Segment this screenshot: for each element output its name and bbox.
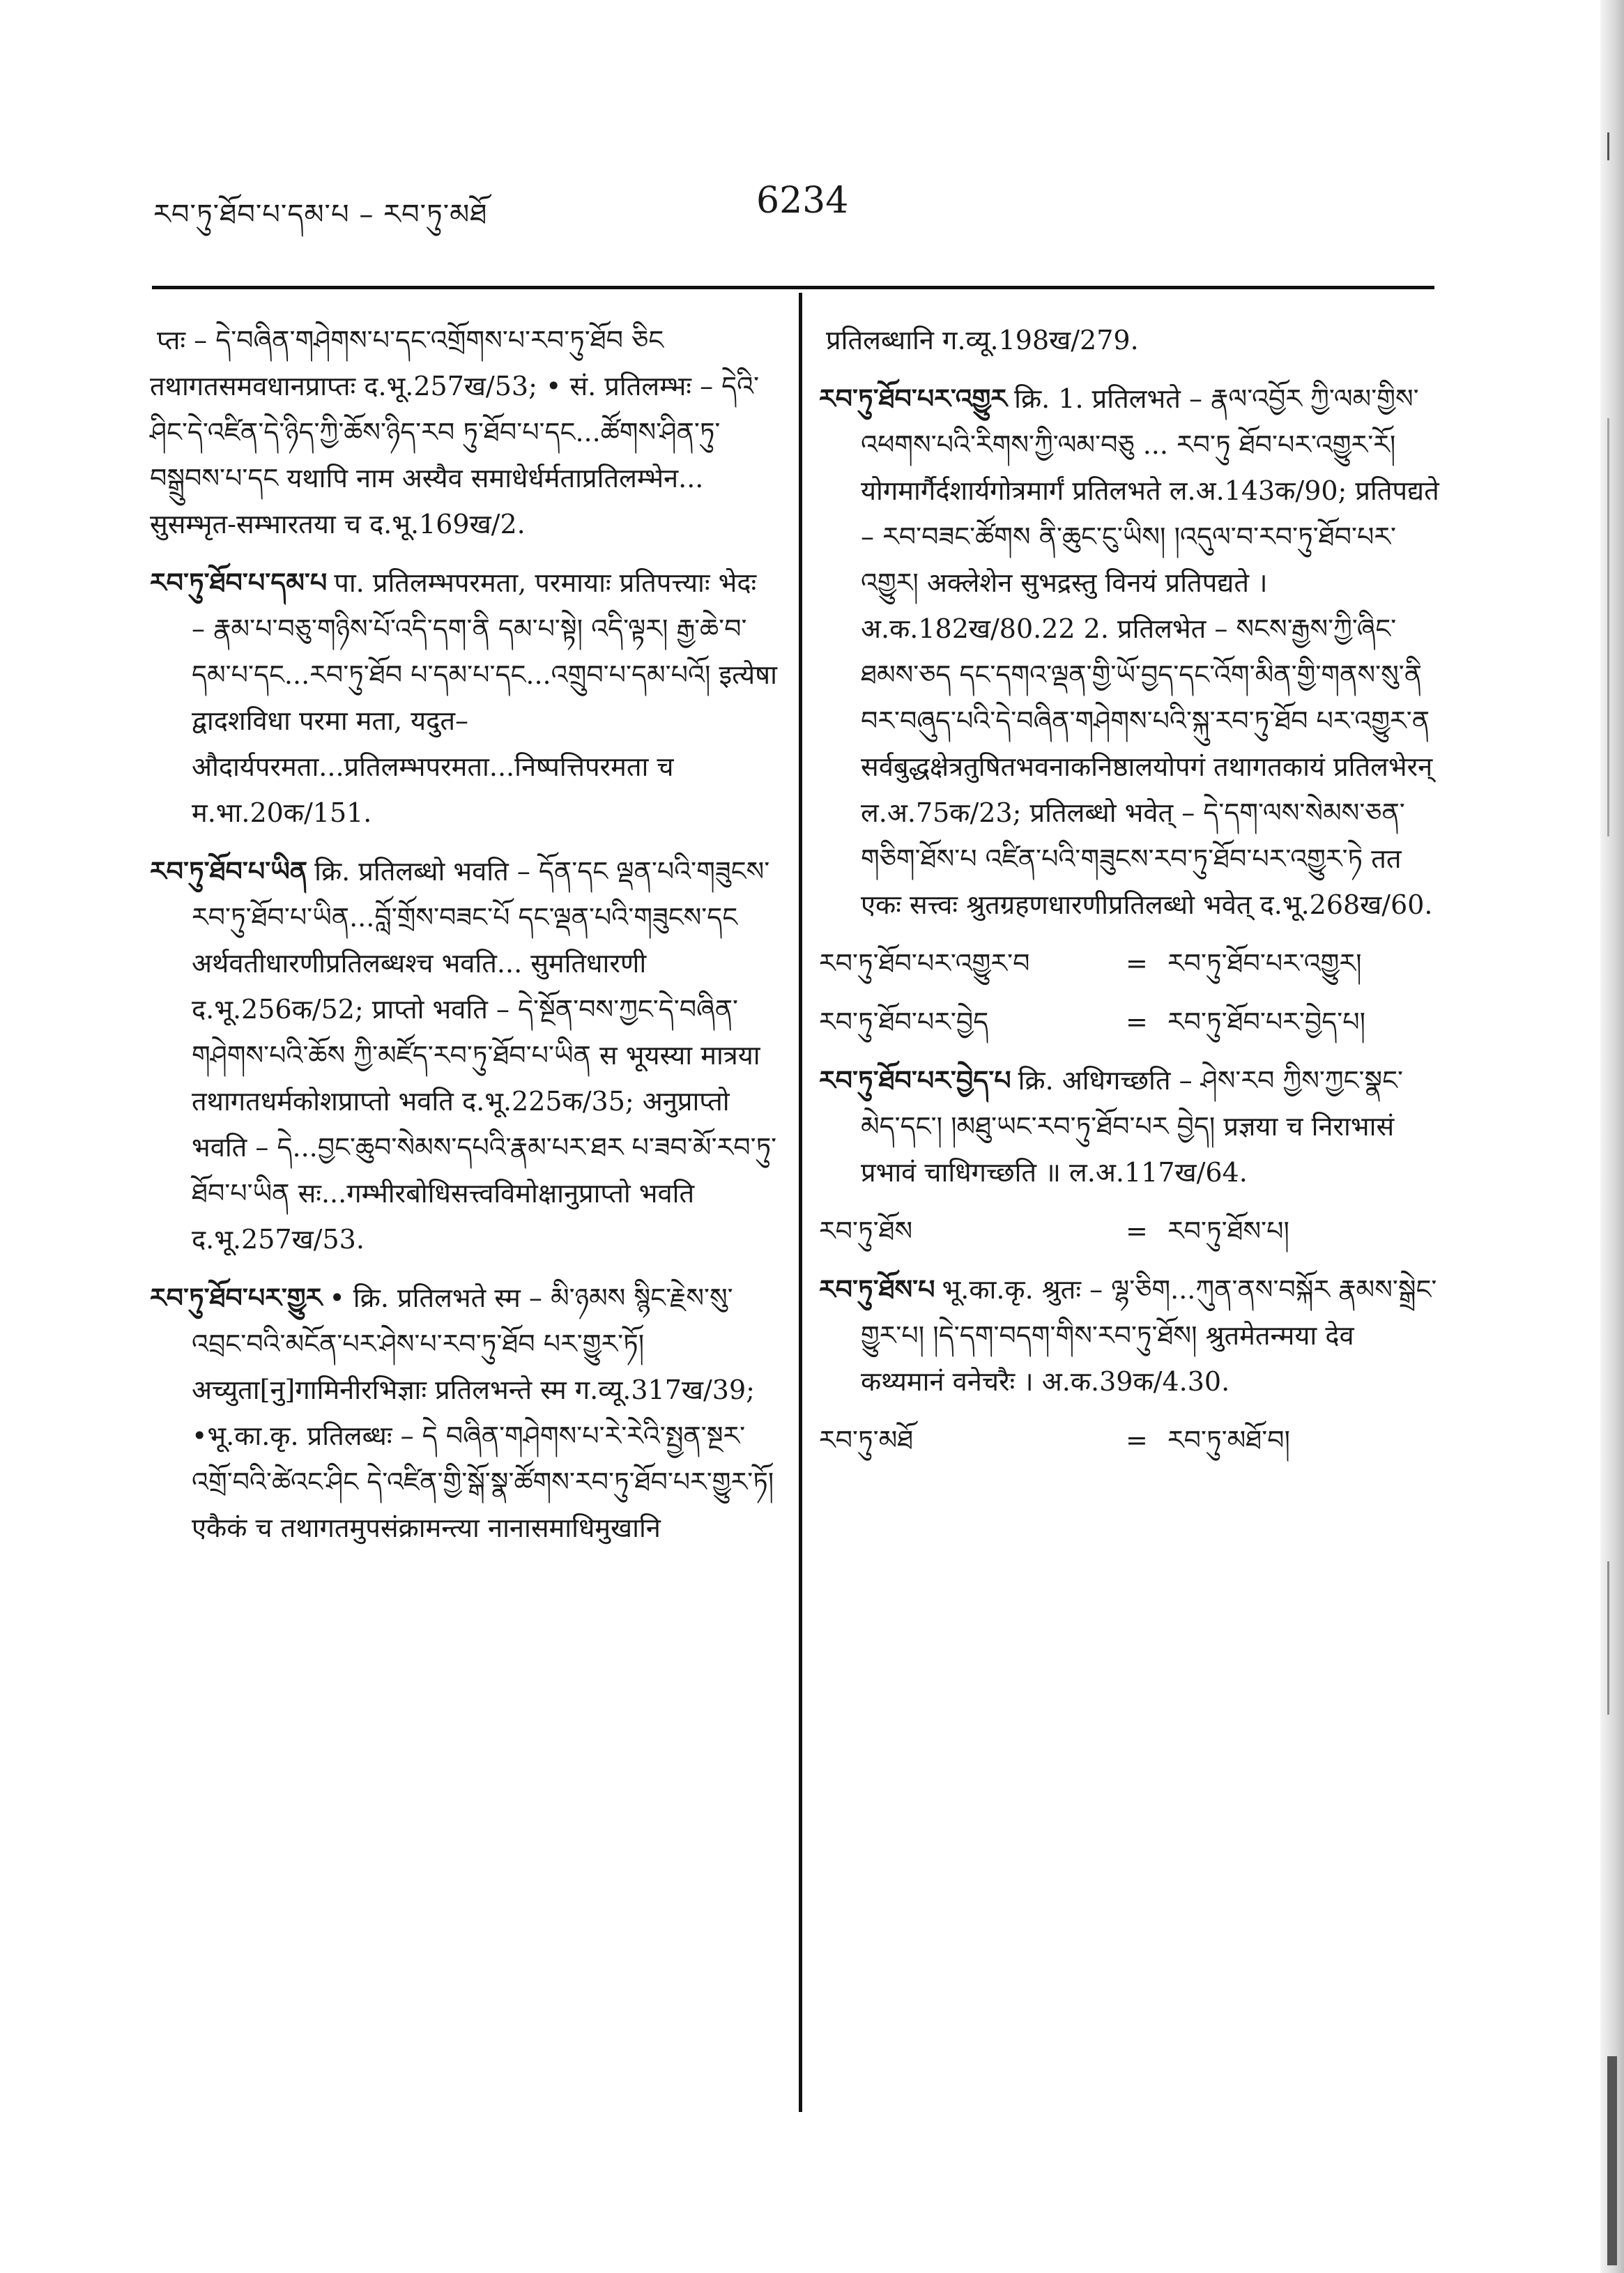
equals-sign: =: [1126, 1007, 1148, 1037]
edge-mark: [1607, 2056, 1617, 2265]
equals-sign: =: [1126, 1216, 1148, 1246]
headword: རབ་ཏུ་ཐོས་པ: [819, 1273, 935, 1305]
cross-ref-term: རབ་ཏུ་མཐོ: [819, 1425, 914, 1455]
cross-reference: [819, 1417, 1439, 1463]
entry-text: प्तः – དེ་བཞིན་གཤེགས་པ་དང་འགྲོགས་པ་རབ་ཏུ་ཐོབ ཅིང तथागतसमवधानप्राप्तः द.भू.257ख/53; • सं. प्रतिलम्भः – དེའི་ཤིང་དེ་འཛིན་དེ་ཉིད་ཀྱི་ཆོས་ཉིད་རབ ཏུ་ཐོབ་པ་དང...ཚོགས་ཤིན་ཏུ་བསྒྲུབས་པ་དང यथापि नाम अस्यैव समाधेर्धर्मताप्रतिलम्भेन... सुसम्भृत-सम्भारतया च द.भू.169ख/2.: [150, 325, 760, 539]
column-divider: [799, 293, 802, 2112]
entry-text: क्रि. प्रतिलब्धो भवति – དོན་དང ལྡན་པའི་གཟུངས་རབ་ཏུ་ཐོབ་པ་ཡིན...བློ་གྲོས་བཟང་པོ དང་ལྡན་པའི་གཟུངས་དང अर्थवतीधारणीप्रतिलब्धश्च भवति... सुमतिधारणी द.भू.256क/52; प्राप्तो भवति – དེ་སྔོན་བས་ཀྱང་དེ་བཞིན་གཤེགས་པའི་ཆོས ཀྱི་མཛོད་རབ་ཏུ་ཐོབ་པ་ཡིན स भूयस्या मात्रया तथागतधर्मकोशप्राप्तो भवति द.भू.225क/35; अनुप्राप्तो भवति – དེ...བྱང་ཆུབ་སེམས་དཔའི་རྣམ་པར་ཐར པ་ཟབ་མོ་རབ་ཏུ་ཐོབ་པ་ཡིན सः...गम्भीरबोधिसत्त्वविमोक्षानुप्राप्तो भवति द.भू.257ख/53.: [192, 856, 777, 1255]
dictionary-entry: [819, 1266, 1439, 1405]
equals-sign: =: [1126, 1425, 1148, 1455]
entry-text: • क्रि. प्रतिलभते स्म – མི་ཉམས སྙིང་རྗེས་སུ་འབྲང་བའི་མངོན་པར་ཤེས་པ་རབ་ཏུ་ཐོབ པར་གྱུར་ཏོ། अच्युता[नु]गामिनीरभिज्ञाः प्रतिलभन्ते स्म ग.व्यू.317ख/39; •भू.का.कृ. प्रतिलब्धः – དེ བཞིན་གཤེགས་པ་རེ་རེའི་སྤྱན་སྔར་འགྲོ་བའི་ཚེའང་ཤིང དེ་འཛིན་གྱི་སྒོ་སྣ་ཚོགས་རབ་ཏུ་ཐོབ་པར་གྱུར་ཏོ། एकैकं च तथागतमुपसंक्रामन्त्या नानासमाधिमुखानि: [192, 1283, 774, 1543]
edge-mark: [1607, 418, 1609, 836]
entry-text: पा. प्रतिलम्भपरमता, परमायाः प्रतिपत्त्याः भेदः – རྣམ་པ་བཅུ་གཉིས་པོ་འདི་དག་ནི དམ་པ་སྟེ། འདི་ལྟར། རྒྱ་ཆེ་བ་དམ་པ་དང...རབ་ཏུ་ཐོབ པ་དམ་པ་དང...འགྲུབ་པ་དམ་པའོ། इत्येषा द्वादशविधा परमा मता, यदुत–औदार्यपरमता...प्रतिलम्भपरमता...निष्पत्तिपरमता च म.भा.20क/151.: [192, 567, 777, 828]
entry-text: क्रि. अधिगच्छति – ཤེས་རབ ཀྱིས་ཀྱང་སྣང་མེད་དང་། །མཐུ་ཡང་རབ་ཏུ་ཐོབ་པར བྱེད། प्रज्ञया च निराभासं प्रभावं चाधिगच्छति ॥ ल.अ.117ख/64.: [861, 1065, 1404, 1188]
header-rule: [152, 286, 1434, 289]
page-number: 6234: [756, 180, 849, 222]
dictionary-entry: [819, 376, 1439, 928]
headword: རབ་ཏུ་ཐོབ་པ་ཡིན: [150, 855, 308, 887]
dictionary-entry: [150, 848, 777, 1262]
running-header: རབ་ཏུ་ཐོབ་པ་དམ་པ – རབ་ཏུ་མཐོ: [153, 199, 488, 231]
entry-text: प्रतिलब्धानि ग.व्यू.198ख/279.: [826, 325, 1139, 355]
cross-ref-term: རབ་ཏུ་ཐོས: [819, 1216, 913, 1246]
cross-ref-term: རབ་ཏུ་ཐོབ་པར་འགྱུར་བ: [819, 948, 1030, 979]
equals-sign: =: [1126, 948, 1148, 979]
entry-text: भू.का.कृ. श्रुतः – ལྷ་ཅིག...ཀུན་ནས་བསྐོར རྣམས་སྒྲེང་གྱུར་པ། །དེ་དག་བདག་གིས་རབ་ཏུ་ཐོས། श्रुतमेतन्मया देव कथ्यमानं वनेचरैः । अ.क.39क/4.30.: [861, 1274, 1437, 1397]
scan-edge: [1600, 0, 1624, 2273]
cross-ref-target: རབ་ཏུ་ཐོས་པ།: [1167, 1216, 1289, 1246]
cross-ref-target: རབ་ཏུ་མཐོ་བ།: [1167, 1425, 1290, 1455]
cross-ref-term: རབ་ཏུ་ཐོབ་པར་བྱེད: [819, 1007, 989, 1037]
headword: རབ་ཏུ་ཐོབ་པ་དམ་པ: [150, 567, 328, 598]
cross-reference: [819, 1208, 1439, 1254]
headword: རབ་ཏུ་ཐོབ་པར་གྱུར: [150, 1282, 323, 1313]
cross-ref-target: རབ་ཏུ་ཐོབ་པར་བྱེད་པ།: [1167, 1007, 1366, 1037]
dictionary-entry: [819, 317, 1439, 363]
edge-mark: [1607, 132, 1609, 160]
cross-reference: [819, 999, 1439, 1045]
entry-text: क्रि. 1. प्रतिलभते – རྣལ་འབྱོར ཀྱི་ལམ་གྱིས་འཕགས་པའི་རིགས་ཀྱི་ལམ་བཅུ ... རབ་ཏུ ཐོབ་པར་འགྱུར་རོ། योगमार्गैर्दशार्यगोत्रमार्गं प्रतिलभते ल.अ.143क/90; प्रतिपद्यते – རབ་བཟང་ཚོགས ནི་ཆུང་ངུ་ཡིས། །འདུལ་བ་རབ་ཏུ་ཐོབ་པར་འགྱུར། अक्लेशेन सुभद्रस्तु विनयं प्रतिपद्यते । अ.क.182ख/80.22 2. प्रतिलभेत – སངས་རྒྱས་ཀྱི་ཞིང་ཐམས་ཅད དང་དགའ་ལྡན་གྱི་ཡོ་བྱད་དང་འོག་མིན་གྱི་གནས་སུ་ནི བར་བཞུད་པའི་དེ་བཞིན་གཤེགས་པའི་སྐུ་རབ་ཏུ་ཐོབ པར་འགྱུར་ན सर्वबुद्धक्षेत्रतुषितभवनाकनिष्ठालयोपगं तथागतकायं प्रतिलभेरन् ल.अ.75क/23; प्रतिलब्धो भवेत् – དེ་དག་ལས་སེམས་ཅན་གཅིག་ཐོས་པ འཛིན་པའི་གཟུངས་རབ་ཏུ་ཐོབ་པར་འགྱུར་ཏེ तत एकः सत्त्वः श्रुतग्रहणधारणीप्रतिलब्धो भवेत् द.भू.268ख/60.: [861, 383, 1439, 920]
edge-mark: [1607, 1561, 1609, 1715]
right-column: [819, 317, 1439, 1476]
dictionary-entry: [150, 1275, 777, 1551]
cross-reference: [819, 940, 1439, 986]
headword: རབ་ཏུ་ཐོབ་པར་འགྱུར: [819, 383, 1008, 414]
left-column: [150, 317, 777, 1563]
dictionary-entry: [150, 560, 777, 836]
cross-ref-target: རབ་ཏུ་ཐོབ་པར་འགྱུར།: [1167, 948, 1362, 979]
dictionary-entry: [819, 1057, 1439, 1195]
dictionary-entry: [150, 317, 777, 547]
headword: རབ་ཏུ་ཐོབ་པར་བྱེད་པ: [819, 1064, 1011, 1096]
